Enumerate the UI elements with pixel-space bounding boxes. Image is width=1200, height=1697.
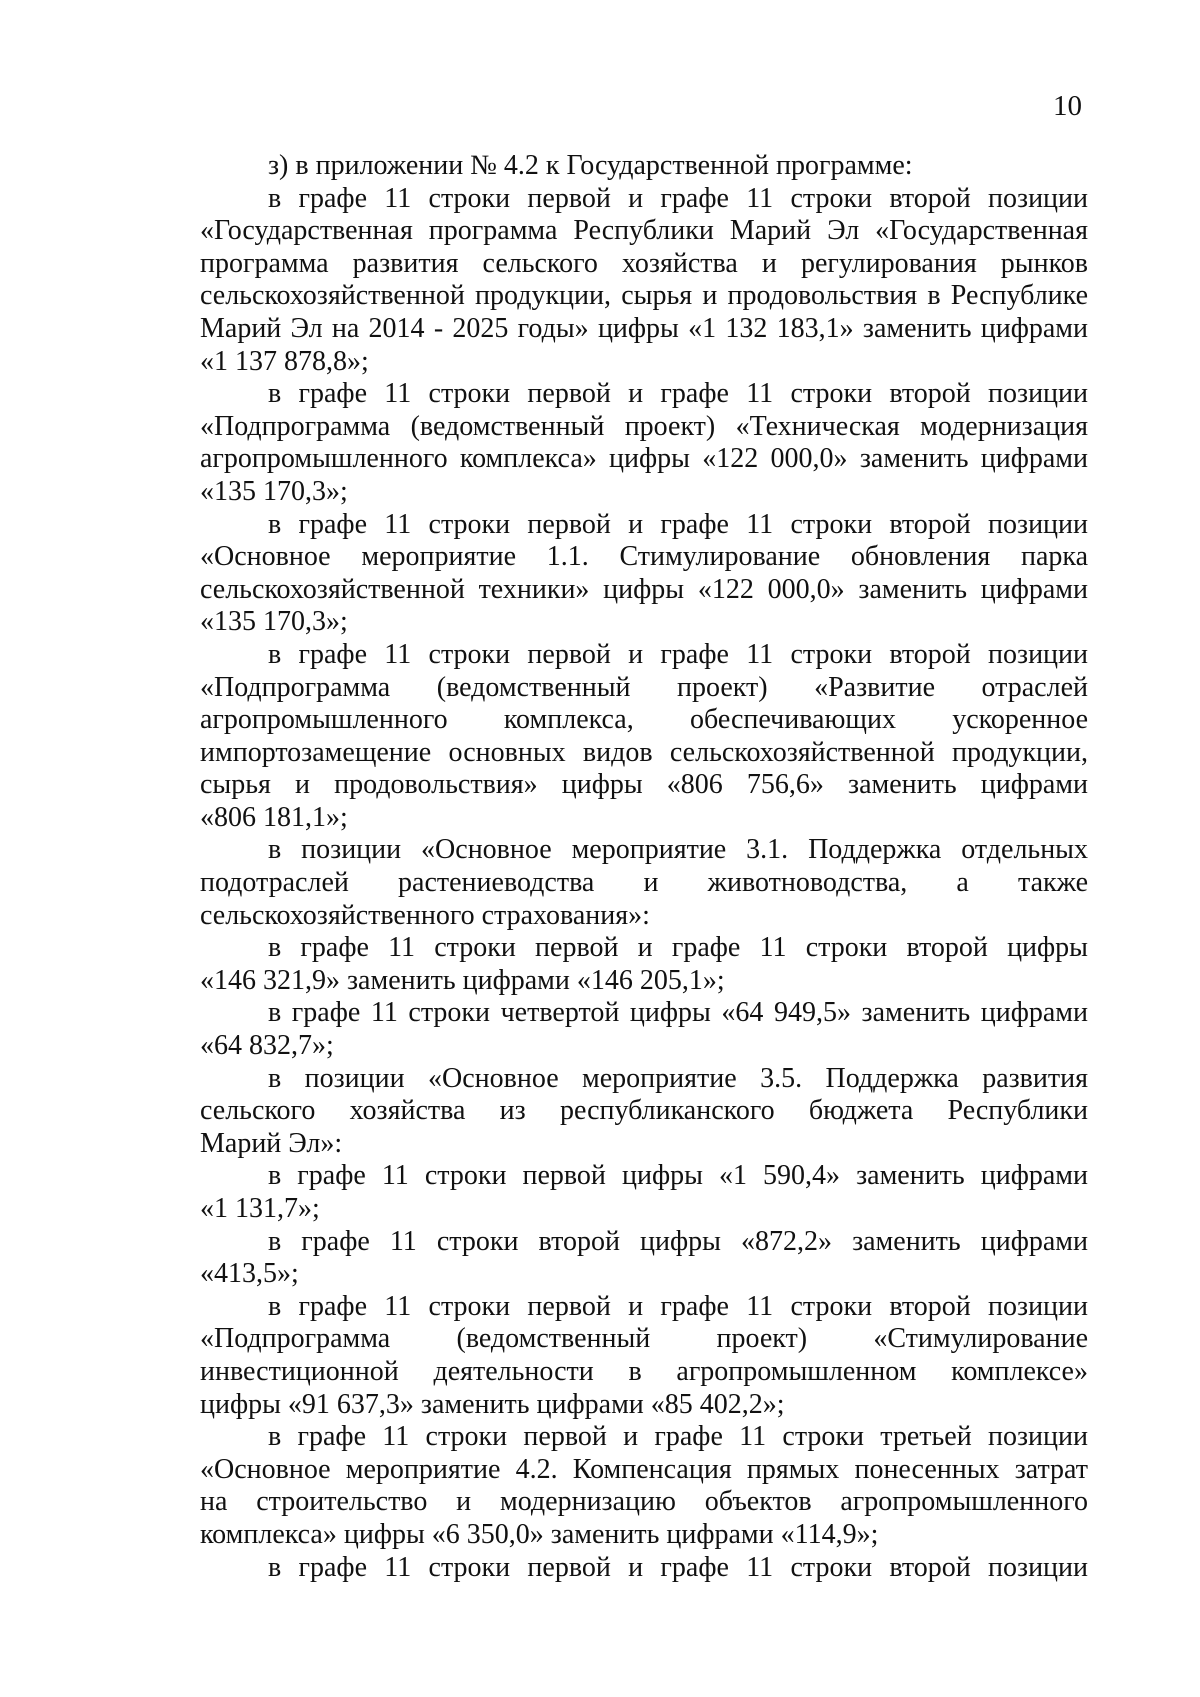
text-line: сельскохозяйственной продукции, сырья и продовольствия в Республике: [200, 280, 1088, 312]
text-line: агропромышленного комплекса» цифры «122 000,0» заменить цифрами: [200, 443, 1088, 475]
text-line: «135 170,3»;: [200, 475, 348, 507]
document-body: [200, 150, 1088, 1584]
text-line: «1 131,7»;: [200, 1193, 320, 1224]
text-line: сырья и продовольствия» цифры «806 756,6» заменить цифрами: [200, 769, 1088, 801]
text-line: в графе 11 строки первой и графе 11 строки второй позиции: [268, 1290, 1088, 1322]
text-line: в графе 11 строки первой цифры «1 590,4» заменить цифрами: [268, 1160, 1088, 1192]
text-line: «Подпрограмма (ведомственный проект) «Стимулирование: [200, 1323, 1088, 1355]
text-line: «806 181,1»;: [200, 801, 348, 833]
text-line: в графе 11 строки первой и графе 11 строки второй позиции: [268, 508, 1088, 540]
text-line: инвестиционной деятельности в агропромышленном комплексе»: [200, 1355, 1088, 1387]
text-line: в графе 11 строки первой и графе 11 строки второй позиции: [268, 378, 1088, 410]
text-line: цифры «91 637,3» заменить цифрами «85 402,2»;: [200, 1388, 785, 1420]
page-number: 10: [1053, 90, 1082, 122]
text-line: в графе 11 строки первой и графе 11 строки второй позиции: [268, 638, 1088, 670]
text-line: «Основное мероприятие 1.1. Стимулирование обновления парка: [200, 541, 1088, 573]
text-line: в графе 11 строки первой и графе 11 строки второй позиции: [268, 1551, 1088, 1583]
text-line: в графе 11 строки четвертой цифры «64 949,5» заменить цифрами: [268, 997, 1088, 1029]
text-line: в графе 11 строки второй цифры «872,2» заменить цифрами: [268, 1225, 1088, 1257]
text-line: «Государственная программа Республики Марий Эл «Государственная: [200, 215, 1088, 247]
text-line: з) в приложении № 4.2 к Государственной программе:: [268, 150, 913, 181]
text-line: в графе 11 строки первой и графе 11 строки третьей позиции: [268, 1421, 1088, 1453]
text-line: сельскохозяйственного страхования»:: [200, 899, 650, 931]
text-line: «64 832,7»;: [200, 1030, 334, 1062]
text-line: программа развития сельского хозяйства и регулирования рынков: [200, 247, 1088, 279]
text-line: «Подпрограмма (ведомственный проект) «Техническая модернизация: [200, 410, 1088, 442]
text-line: «Основное мероприятие 4.2. Компенсация прямых понесенных затрат: [200, 1453, 1088, 1485]
text-line: подотраслей растениеводства и животноводства, а также: [200, 867, 1088, 899]
text-line: сельскохозяйственной техники» цифры «122 000,0» заменить цифрами: [200, 573, 1088, 605]
text-line: агропромышленного комплекса, обеспечивающих ускоренное: [200, 704, 1088, 736]
text-line: импортозамещение основных видов сельскохозяйственной продукции,: [200, 736, 1088, 768]
text-line: на строительство и модернизацию объектов агропромышленного: [200, 1486, 1088, 1518]
text-line: в позиции «Основное мероприятие 3.1. Поддержка отдельных: [268, 834, 1088, 866]
text-line: «146 321,9» заменить цифрами «146 205,1»;: [200, 964, 725, 996]
text-line: в графе 11 строки первой и графе 11 строки второй цифры: [268, 932, 1088, 964]
text-line: в графе 11 строки первой и графе 11 строки второй позиции: [268, 182, 1088, 214]
text-line: «413,5»;: [200, 1258, 299, 1290]
text-line: Марий Эл»:: [200, 1127, 343, 1159]
text-line: «Подпрограмма (ведомственный проект) «Развитие отраслей: [200, 671, 1088, 703]
text-line: сельского хозяйства из республиканского бюджета Республики: [200, 1095, 1088, 1127]
text-line: Марий Эл на 2014 - 2025 годы» цифры «1 132 183,1» заменить цифрами: [200, 312, 1088, 344]
text-line: «135 170,3»;: [200, 606, 348, 638]
text-line: комплекса» цифры «6 350,0» заменить цифрами «114,9»;: [200, 1518, 879, 1550]
text-line: «1 137 878,8»;: [200, 345, 369, 377]
text-line: в позиции «Основное мероприятие 3.5. Поддержка развития: [268, 1062, 1088, 1094]
